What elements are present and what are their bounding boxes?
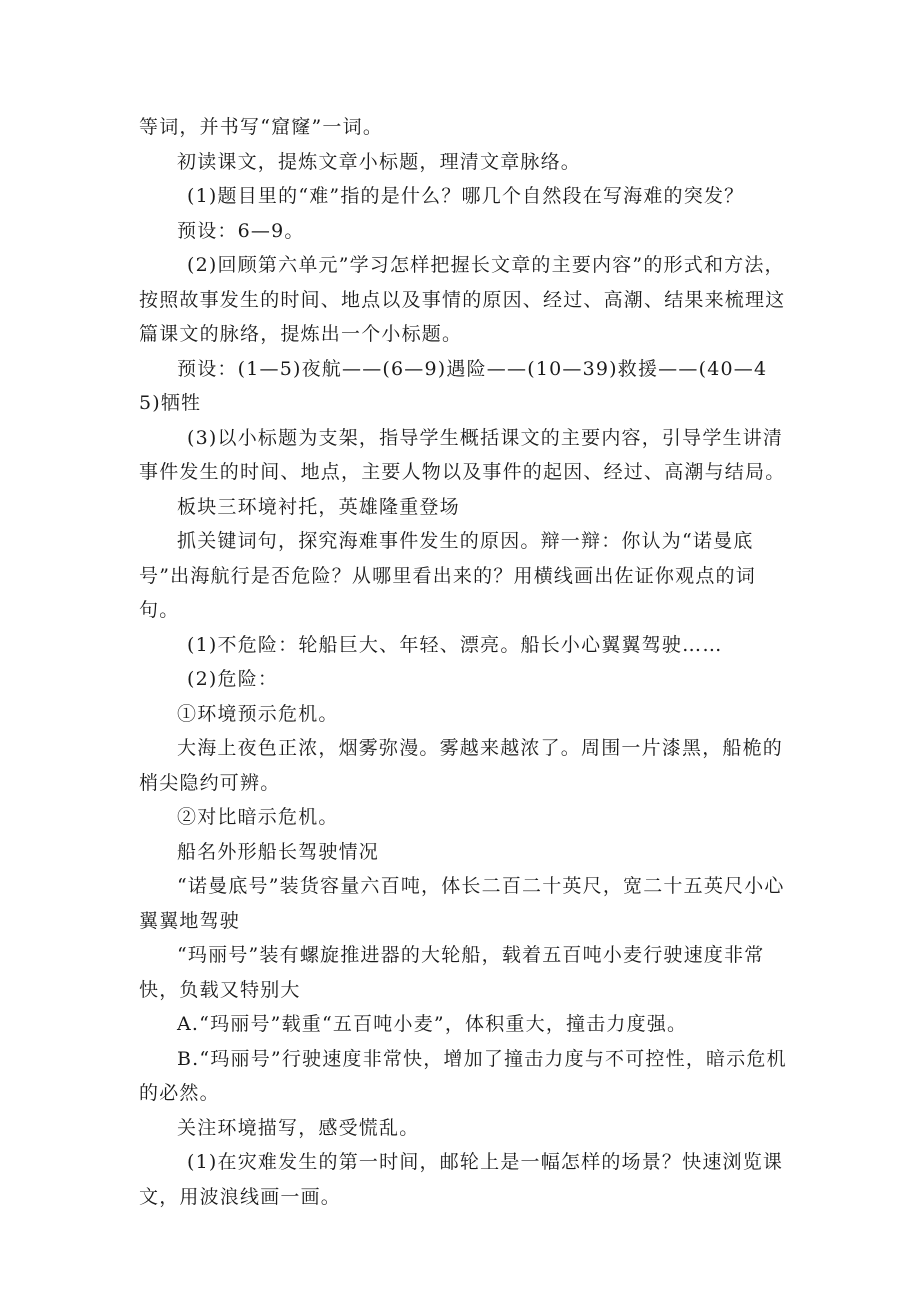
paragraph-10: (1)不危险：轮船巨大、年轻、漂亮。船长小心翼翼驾驶…… bbox=[187, 633, 723, 656]
paragraph-3: (1)题目里的“难”指的是什么？哪几个自然段在写海难的突发？ bbox=[187, 185, 745, 207]
paragraph-13: 大海上夜色正浓，烟雾弥漫。雾越来越浓了。周围一片漆黑，船桅的梢尖隐约可辨。 bbox=[139, 737, 784, 794]
paragraph-17: “玛丽号”装有螺旋推进器的大轮船，载着五百吨小麦行驶速度非常快，负载又特别大 bbox=[139, 944, 765, 1001]
paragraph-6: 预设：(1—5)夜航——(6—9)遇险——(10—39)救援——(40—45)牺牲 bbox=[139, 357, 768, 414]
paragraph-8: 板块三环境衬托，英雄隆重登场 bbox=[177, 495, 460, 518]
paragraph-15: 船名外形船长驾驶情况 bbox=[177, 840, 380, 863]
paragraph-12: ①环境预示危机。 bbox=[177, 702, 339, 725]
paragraph-4: 预设：6—9。 bbox=[177, 219, 305, 242]
paragraph-16: “诺曼底号”装货容量六百吨，体长二百二十英尺，宽二十五英尺小心翼翼地驾驶 bbox=[139, 875, 785, 932]
document-body bbox=[139, 110, 789, 1214]
paragraph-1: 等词，并书写“窟窿”一词。 bbox=[139, 116, 384, 138]
paragraph-21: (1)在灾难发生的第一时间，邮轮上是一幅怎样的场景？快速浏览课文，用波浪线画一画。 bbox=[139, 1151, 784, 1208]
paragraph-20: 关注环境描写，感受慌乱。 bbox=[177, 1116, 420, 1139]
paragraph-14: ②对比暗示危机。 bbox=[177, 806, 339, 828]
paragraph-18: A.“玛丽号”载重“五百吨小麦”，体积重大，撞击力度强。 bbox=[177, 1013, 688, 1035]
paragraph-5: (2)回顾第六单元”学习怎样把握长文章的主要内容”的形式和方法，按照故事发生的时间、地点以及事情的原因、经过、高潮、结果来梳理这篇课文的脉络，提炼出一个小标题。 bbox=[139, 254, 786, 345]
paragraph-2: 初读课文，提炼文章小标题，理清文章脉络。 bbox=[177, 150, 582, 173]
paragraph-19: B.“玛丽号”行驶速度非常快，增加了撞击力度与不可控性，暗示危机的必然。 bbox=[139, 1047, 787, 1104]
paragraph-7: (3)以小标题为支架，指导学生概括课文的主要内容，引导学生讲清事件发生的时间、地点，主要人物以及事件的起因、经过、高潮与结局。 bbox=[139, 426, 786, 483]
paragraph-9: 抓关键词句，探究海难事件发生的原因。辩一辩：你认为“诺曼底号”出海航行是否危险？从哪里看出来的？用横线画出佐证你观点的词句。 bbox=[139, 530, 756, 621]
paragraph-11: (2)危险： bbox=[187, 668, 279, 690]
